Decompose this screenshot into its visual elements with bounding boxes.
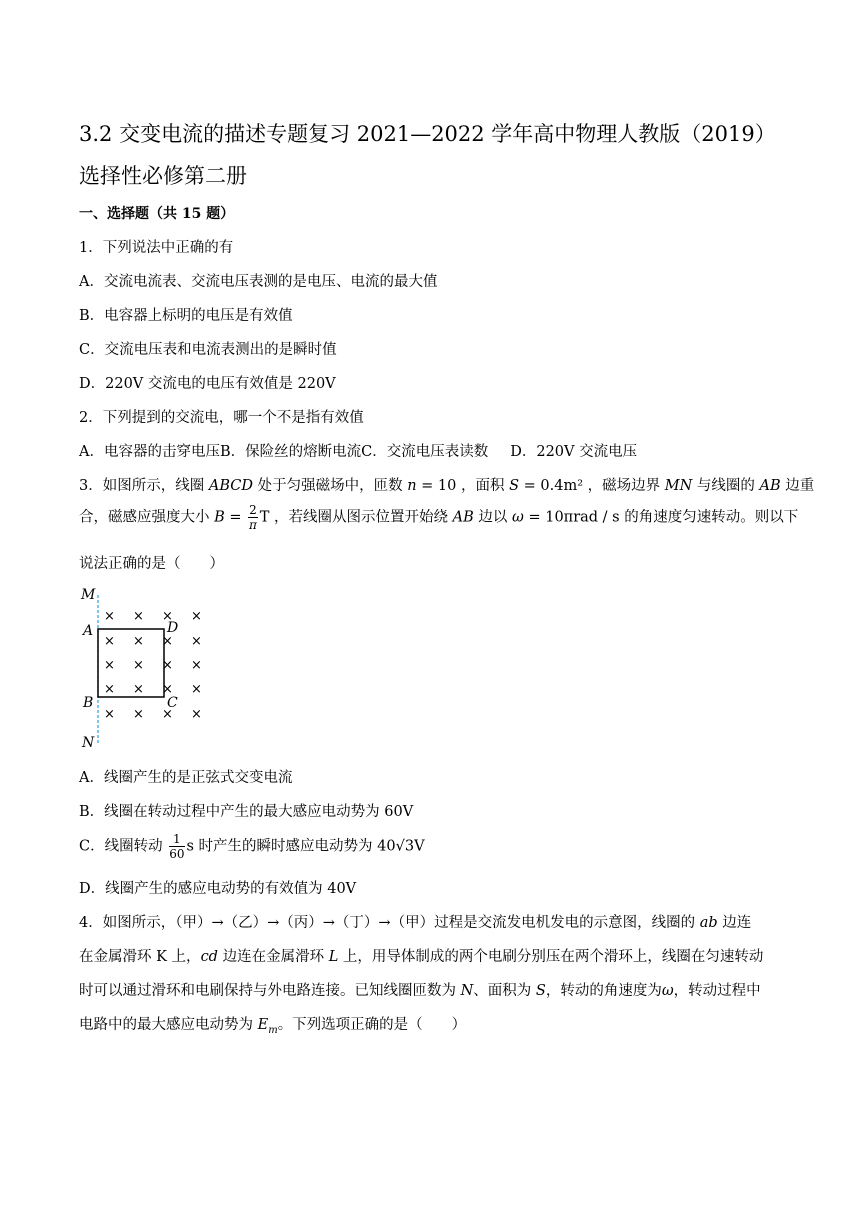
q3-text: C．线圈转动 [79, 838, 168, 855]
q4-line-2 [79, 945, 763, 966]
q4-text: ，转动的角速度为 [545, 983, 662, 999]
q3-var-s: S [509, 478, 520, 494]
q4-line-3 [79, 979, 761, 1000]
label-d: D [167, 620, 179, 636]
q4-text: 在金属滑环 K 上， [79, 949, 201, 965]
q4-var-cd: cd [200, 949, 218, 965]
q2-options [79, 440, 637, 461]
q3-line-3: 说法正确的是（ ） [79, 556, 224, 572]
fraction-denominator: π [249, 518, 257, 532]
label-b: B [83, 695, 94, 711]
q1-stem: 1．下列说法中正确的有 [79, 240, 234, 256]
fraction-numerator: 2 [249, 503, 257, 517]
q4-text: 边连在金属滑环 [217, 949, 329, 965]
q3-text: = 0.4m² ，磁场边界 [519, 478, 665, 494]
q3-option-a: A．线圈产生的是正弦式交变电流 [79, 770, 293, 786]
q4-line-1 [79, 911, 751, 932]
q3-line-1 [79, 474, 814, 495]
q3-text: = 10πrad / s 的角速度匀速转动。则以下 [523, 509, 799, 526]
field-cross: × [133, 658, 144, 673]
q4-text: ，转动过程中 [673, 983, 761, 999]
fraction-denominator: 60 [169, 847, 185, 861]
field-cross: × [191, 634, 202, 649]
q3-var-omega: ω [512, 509, 524, 526]
q1-option-b: B．电容器上标明的电压是有效值 [79, 308, 293, 324]
q3-option-c-fraction [169, 832, 184, 861]
field-cross: × [162, 634, 173, 649]
q3-option-b: B．线圈在转动过程中产生的最大感应电动势为 60V [79, 804, 414, 820]
fraction-numerator: 1 [169, 832, 184, 847]
title-line-2: 选择性必修第二册 [79, 164, 247, 188]
q4-var-e: E [257, 1017, 269, 1033]
q3-text: 3．如图所示，线圈 [79, 478, 209, 494]
field-cross: × [104, 658, 115, 673]
q3-var-n: n [407, 478, 417, 494]
q4-var-l: L [328, 949, 339, 965]
field-cross: × [104, 609, 115, 624]
q3-text: = [224, 509, 247, 526]
q4-text: 边连 [717, 915, 752, 931]
q2-option-c: C．交流电压表读数 [361, 444, 489, 460]
q1-option-c: C．交流电压表和电流表测出的是瞬时值 [79, 342, 337, 358]
field-cross: × [162, 707, 173, 722]
q4-text: 上，用导体制成的两个电刷分别压在两个滑环上，线圈在匀速转动 [338, 949, 764, 965]
q3-option-d: D．线圈产生的感应电动势的有效值为 40V [79, 881, 357, 897]
q4-text: 电路中的最大感应电动势为 [79, 1017, 258, 1033]
q4-var-s: S [535, 983, 546, 999]
title-line-1: 3.2 交变电流的描述专题复习 2021—2022 学年高中物理人教版（2019） [79, 122, 776, 146]
field-cross: × [191, 707, 202, 722]
q3-line-2 [79, 503, 798, 532]
section-heading: 一、选择题（共 15 题） [79, 206, 235, 222]
label-c: C [167, 695, 178, 711]
q4-text: 、面积为 [473, 983, 536, 999]
field-cross: × [133, 609, 144, 624]
label-a: A [83, 623, 94, 639]
field-cross: × [104, 634, 115, 649]
field-cross: × [191, 682, 202, 697]
q3-var-b: B [214, 509, 225, 526]
q3-text: = 10 ，面积 [416, 478, 510, 494]
q4-text: 。下列选项正确的是（ ） [277, 1017, 467, 1033]
q1-option-a: A．交流电流表、交流电压表测的是电压、电流的最大值 [79, 274, 438, 290]
label-m: M [81, 587, 96, 603]
field-crosses [104, 609, 202, 722]
field-cross: × [104, 682, 115, 697]
q3-option-c [79, 832, 425, 861]
q2-option-b: B．保险丝的熔断电流 [219, 444, 362, 460]
q2-option-d: D．220V 交流电压 [510, 444, 638, 460]
q3-fraction [248, 503, 258, 532]
q2-option-a: A．电容器的击穿电压 [79, 444, 220, 460]
q4-var-omega: ω [661, 983, 674, 999]
q4-text: 时可以通过滑环和电刷保持与外电路连接。已知线圈匝数为 [79, 983, 461, 999]
q3-text: 与线圈的 [692, 478, 760, 494]
field-cross: × [133, 634, 144, 649]
field-cross: × [133, 707, 144, 722]
field-cross: × [104, 707, 115, 722]
document-title [79, 113, 799, 197]
field-cross: × [162, 658, 173, 673]
field-cross: × [162, 682, 173, 697]
q3-var-mn: MN [664, 478, 693, 494]
q3-text: T ，若线圈从图示位置开始绕 [259, 509, 453, 526]
q3-text: 边以 [473, 509, 513, 526]
field-cross: × [133, 682, 144, 697]
q3-text: 处于匀强磁场中，匝数 [252, 478, 408, 494]
q4-subscript-m: m [268, 1024, 278, 1036]
field-cross: × [162, 609, 173, 624]
q4-line-4 [79, 1013, 466, 1036]
field-cross: × [191, 658, 202, 673]
field-cross: × [191, 609, 202, 624]
q2-stem: 2．下列提到的交流电，哪一个不是指有效值 [79, 410, 364, 426]
q4-var-ab: ab [699, 915, 718, 931]
q1-option-d: D．220V 交流电的电压有效值是 220V [79, 376, 336, 392]
q3-var-abcd: ABCD [208, 478, 253, 494]
q4-var-n: N [460, 983, 474, 999]
q3-text: 合，磁感应强度大小 [79, 509, 215, 526]
q3-var-ab: AB [759, 478, 781, 494]
q3-var-ab: AB [452, 509, 474, 526]
q3-text: s 时产生的瞬时感应电动势为 40√3V [186, 838, 425, 855]
q3-text: 边重 [780, 478, 815, 494]
label-n: N [82, 735, 95, 751]
magnetic-field-figure [79, 583, 219, 753]
q4-text: 4．如图所示，（甲）→（乙）→（丙）→（丁）→（甲）过程是交流发电机发电的示意图，线圈的 [79, 915, 700, 931]
